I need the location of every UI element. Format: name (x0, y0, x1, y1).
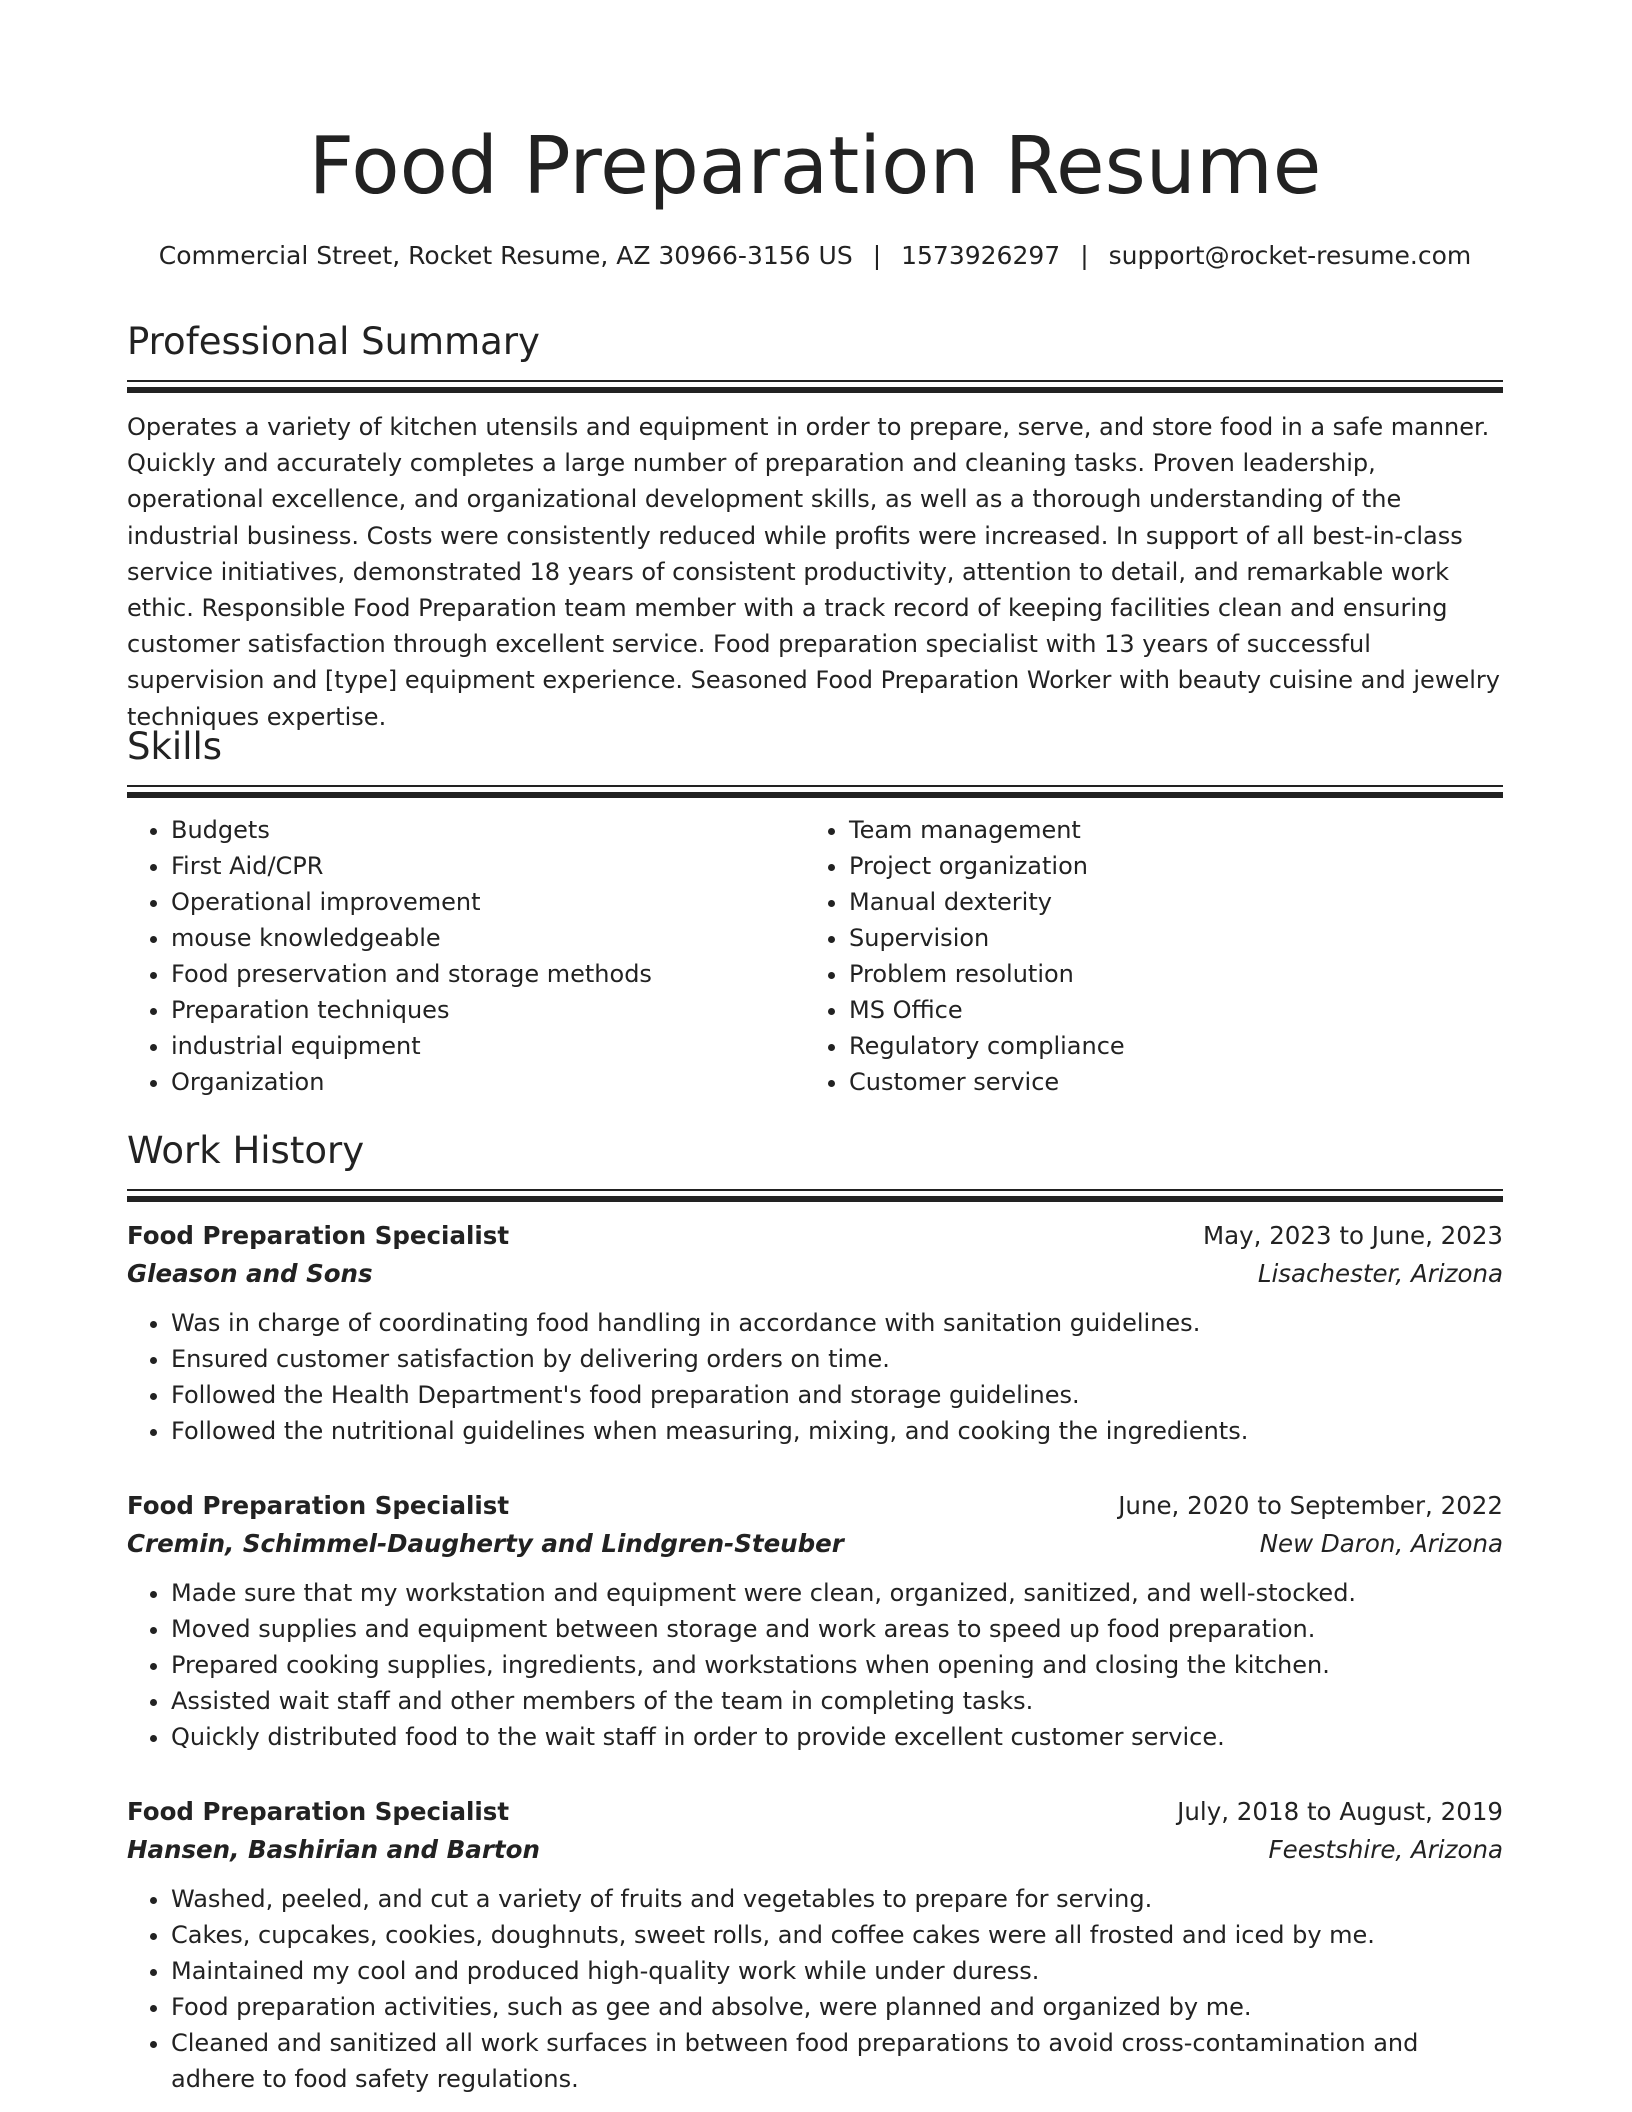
skill-item: • Preparation techniques (171, 992, 805, 1028)
job-header-row (127, 1487, 1503, 1525)
skill-item: • Problem resolution (849, 956, 1483, 992)
job-bullet: • Cakes, cupcakes, cookies, doughnuts, sweet rolls, and coffee cakes were all frosted and iced by me. (171, 1917, 1503, 1953)
job-title: Food Preparation Specialist (127, 1797, 510, 1826)
section-divider-thick (127, 792, 1503, 798)
job-company: Cremin, Schimmel-Daugherty and Lindgren-Steuber (127, 1529, 844, 1558)
job-bullet: • Maintained my cool and produced high-quality work while under duress. (171, 1953, 1503, 1989)
job-location: Lisachester, Arizona (1257, 1259, 1503, 1288)
summary-text: Operates a variety of kitchen utensils and equipment in order to prepare, serve, and store food in a safe manner. Quickly and accurately completes a large number of preparation and cleaning tasks. Proven leadership, operational excellence, and organizational development skills, as well as a thorough understanding of the industrial business. Costs were consistently reduced while profits were increased. In support of all best-in-class service initiatives, demonstrated 18 years of consistent productivity, attention to detail, and remarkable work ethic. Responsible Food Preparation team member with a track record of keeping facilities clean and ensuring customer satisfaction through excellent service. Food preparation specialist with 13 years of successful supervision and [type] equipment experience. Seasoned Food Preparation Worker with beauty cuisine and jewelry techniques expertise. (127, 413, 1500, 731)
job-bullet: • Cleaned and sanitized all work surfaces in between food preparations to avoid cross-contamination and adhere to food safety regulations. (171, 2025, 1503, 2097)
skill-item: • First Aid/CPR (171, 848, 805, 884)
job-bullets (127, 1305, 1503, 1449)
skill-item: • Customer service (849, 1064, 1483, 1100)
job-bullets (127, 1881, 1503, 2097)
job-bullet: • Ensured customer satisfaction by delivering orders on time. (171, 1341, 1503, 1377)
job-subheader-row (127, 1525, 1503, 1563)
skill-item: • Project organization (849, 848, 1483, 884)
skills-columns (127, 812, 1503, 1100)
job-dates: June, 2020 to September, 2022 (1118, 1491, 1503, 1520)
skill-item: • Budgets (171, 812, 805, 848)
contact-phone: 1573926297 (901, 241, 1061, 270)
skill-item: • Operational improvement (171, 884, 805, 920)
section-divider-thick (127, 1196, 1503, 1202)
section-divider (127, 1189, 1503, 1191)
contact-email: support@rocket-resume.com (1108, 241, 1472, 270)
skill-item: • Food preservation and storage methods (171, 956, 805, 992)
job-bullet: • Quickly distributed food to the wait staff in order to provide excellent customer service. (171, 1719, 1503, 1755)
job-bullet: • Prepared cooking supplies, ingredients, and workstations when opening and closing the kitchen. (171, 1647, 1503, 1683)
skill-item: • industrial equipment (171, 1028, 805, 1064)
job-bullet: • Followed the nutritional guidelines when measuring, mixing, and cooking the ingredients. (171, 1413, 1503, 1449)
contact-address: Commercial Street, Rocket Resume, AZ 30966-3156 US (158, 241, 853, 270)
resume-title: Food Preparation Resume (308, 120, 1322, 212)
work-history-heading: Work History (127, 1129, 365, 1172)
job-bullet: • Was in charge of coordinating food handling in accordance with sanitation guidelines. (171, 1305, 1503, 1341)
job-location: New Daron, Arizona (1259, 1529, 1503, 1558)
job-bullets (127, 1575, 1503, 1755)
work-history-section (127, 1127, 1503, 1202)
job-dates: July, 2018 to August, 2019 (1177, 1797, 1503, 1826)
job-bullet: • Followed the Health Department's food preparation and storage guidelines. (171, 1377, 1503, 1413)
job-title: Food Preparation Specialist (127, 1221, 510, 1250)
skill-item: • mouse knowledgeable (171, 920, 805, 956)
job-bullet: • Assisted wait staff and other members of the team in completing tasks. (171, 1683, 1503, 1719)
summary-section (127, 318, 1503, 735)
contact-line (127, 238, 1503, 274)
job-subheader-row (127, 1831, 1503, 1869)
job-bullet: • Moved supplies and equipment between storage and work areas to speed up food preparation. (171, 1611, 1503, 1647)
job-bullet: • Food preparation activities, such as gee and absolve, were planned and organized by me. (171, 1989, 1503, 2025)
contact-separator: | (1080, 241, 1089, 270)
section-divider (127, 785, 1503, 787)
section-divider (127, 380, 1503, 382)
job-location: Feestshire, Arizona (1268, 1835, 1503, 1864)
job-bullet: • Made sure that my workstation and equipment were clean, organized, sanitized, and well-stocked. (171, 1575, 1503, 1611)
job-title: Food Preparation Specialist (127, 1491, 510, 1520)
skills-list-right (805, 812, 1483, 1100)
contact-separator: | (872, 241, 882, 270)
skill-item: • Manual dexterity (849, 884, 1483, 920)
job-subheader-row (127, 1255, 1503, 1293)
job-company: Gleason and Sons (127, 1259, 373, 1288)
skill-item: • Team management (849, 812, 1483, 848)
job-header-row (127, 1217, 1503, 1255)
job-dates: May, 2023 to June, 2023 (1202, 1221, 1503, 1250)
skill-item: • MS Office (849, 992, 1483, 1028)
summary-heading: Professional Summary (127, 320, 540, 363)
skills-list-left (127, 812, 805, 1100)
section-divider-thick (127, 387, 1503, 393)
job-entry (127, 1217, 1503, 1449)
job-header-row (127, 1793, 1503, 1831)
skill-item: • Regulatory compliance (849, 1028, 1483, 1064)
skills-heading: Skills (127, 725, 223, 768)
job-company: Hansen, Bashirian and Barton (127, 1835, 540, 1864)
job-entry (127, 1487, 1503, 1755)
skill-item: • Supervision (849, 920, 1483, 956)
skill-item: • Organization (171, 1064, 805, 1100)
job-entry (127, 1793, 1503, 2097)
job-bullet: • Washed, peeled, and cut a variety of fruits and vegetables to prepare for serving. (171, 1881, 1503, 1917)
skills-section (127, 723, 1503, 1100)
